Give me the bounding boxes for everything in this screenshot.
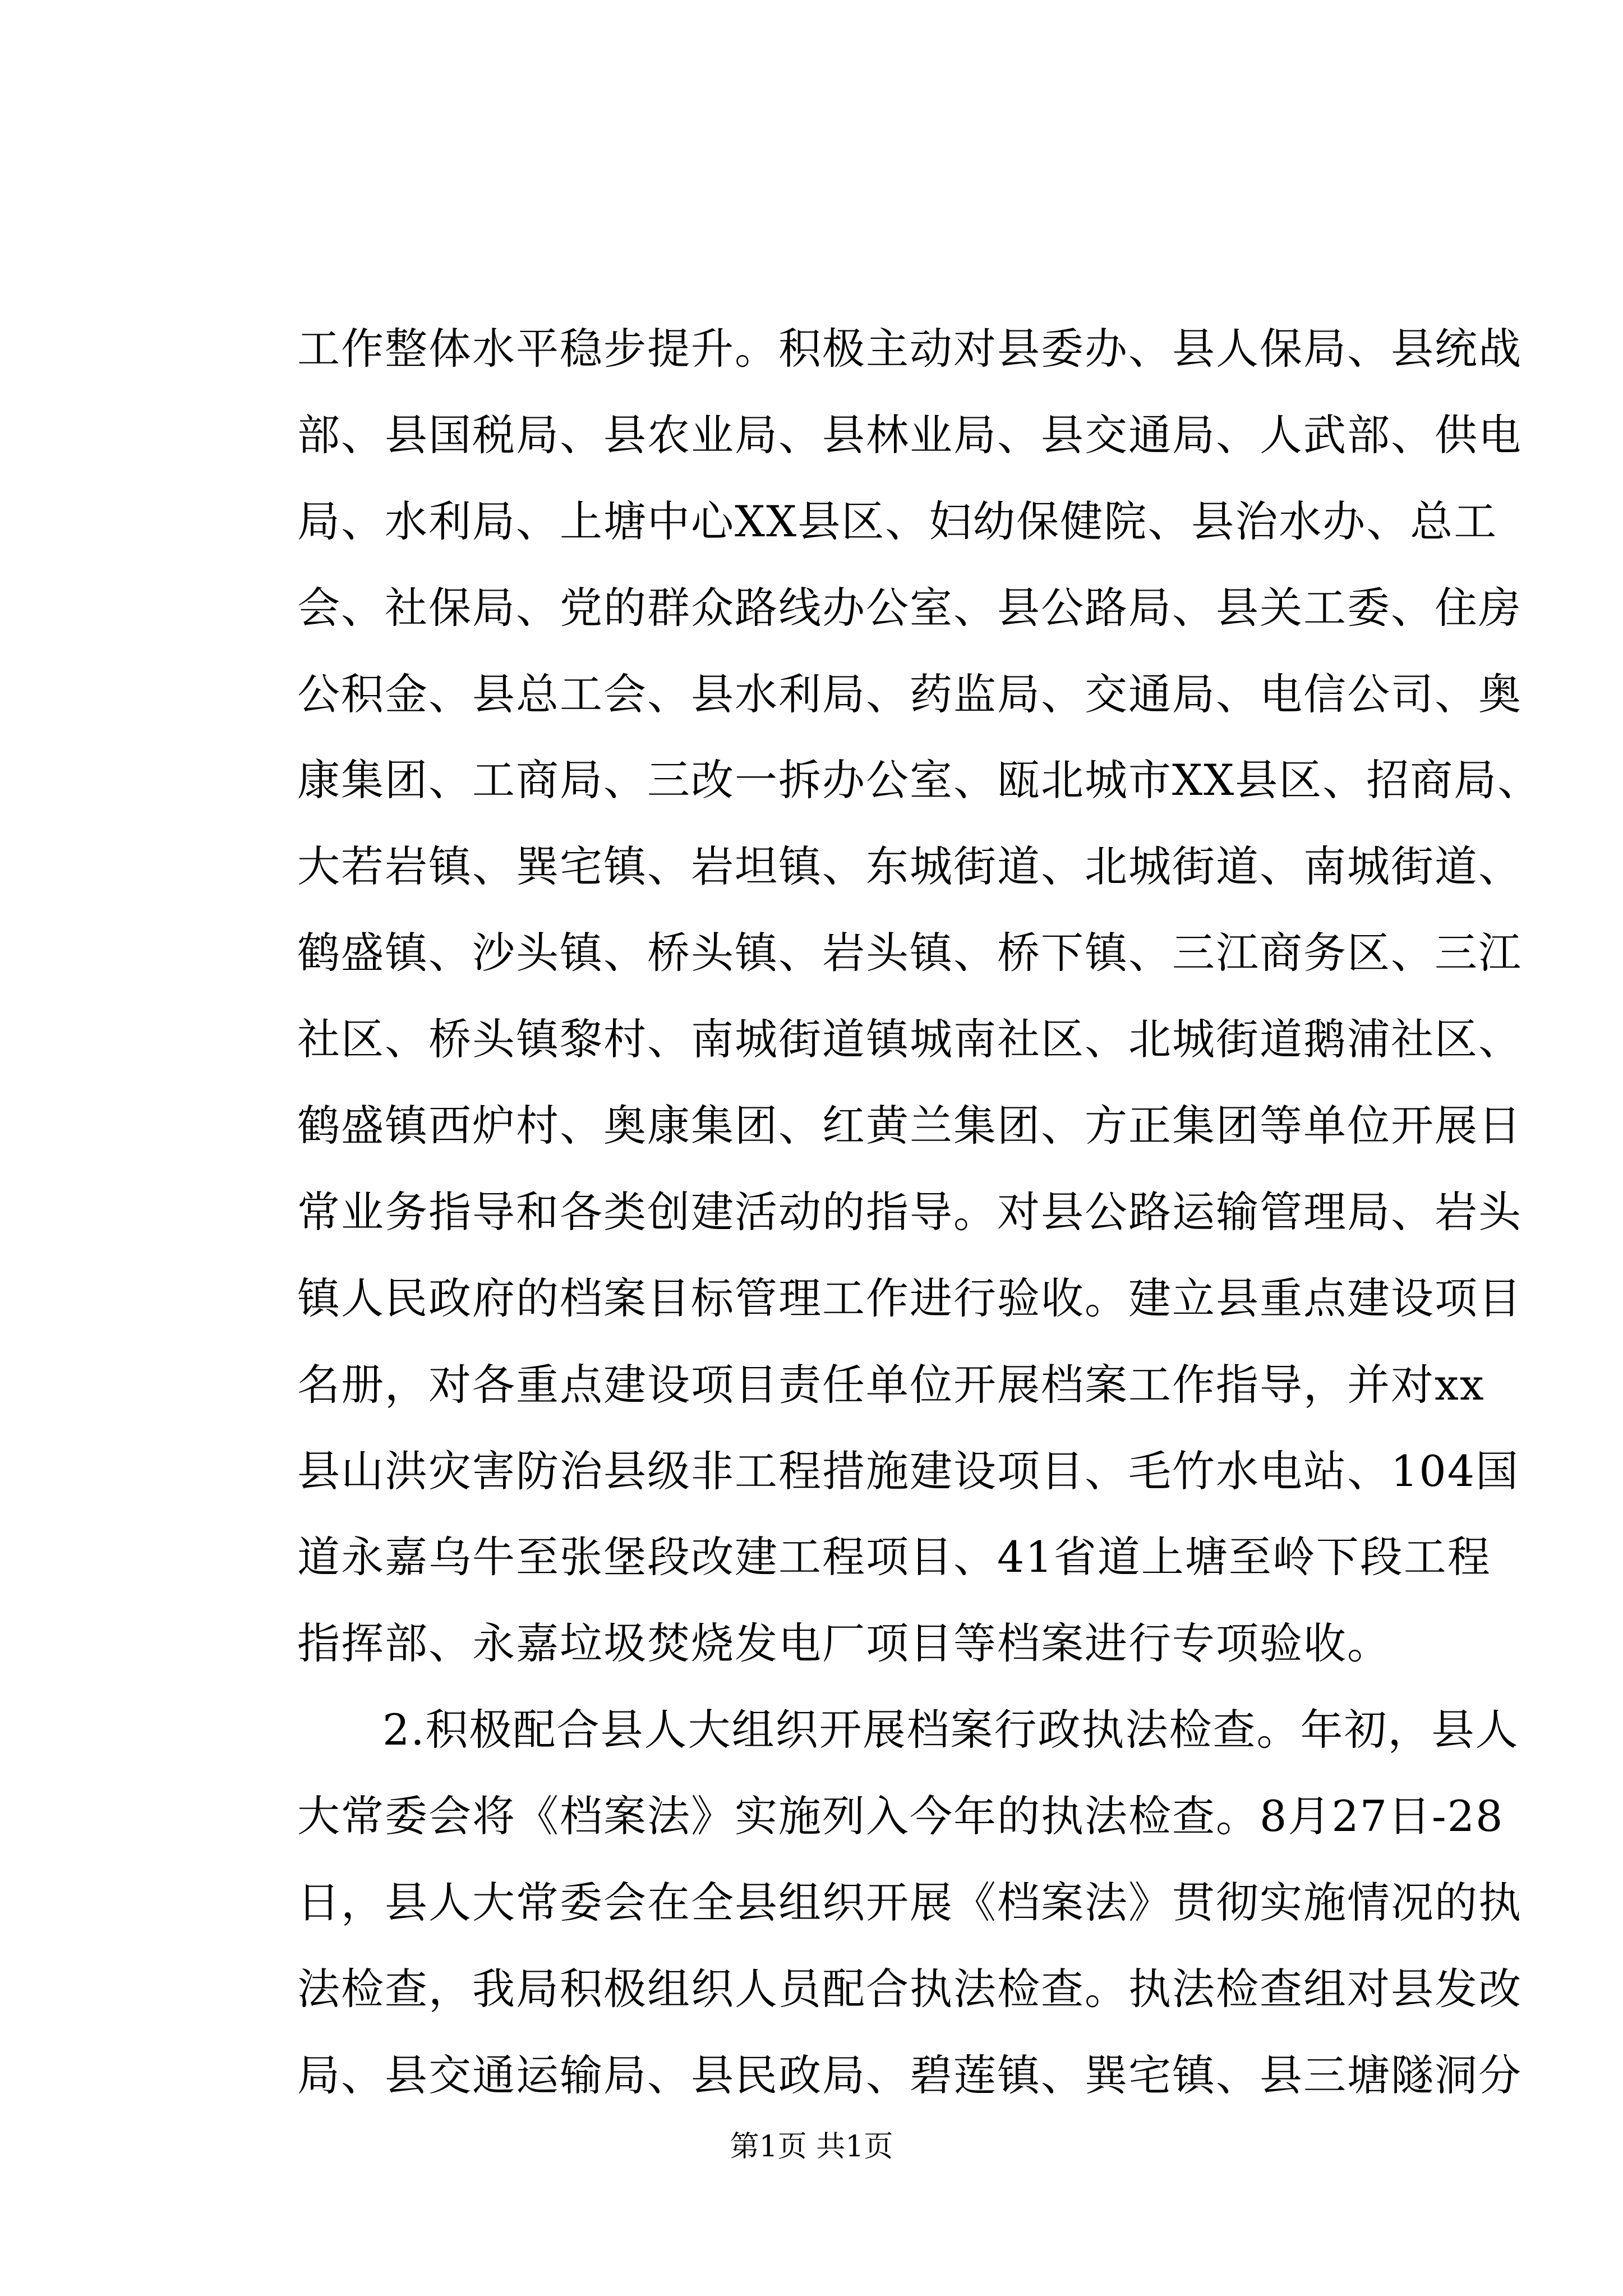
text-line: 镇人民政府的档案目标管理工作进行验收。建立县重点建设项目 bbox=[297, 1273, 1522, 1323]
text-line: 社区、桥头镇黎村、南城街道镇城南社区、北城街道鹅浦社区、 bbox=[297, 1014, 1522, 1065]
text-line: 康集团、工商局、三改一拆办公室、瓯北城市XX县区、招商局、 bbox=[297, 755, 1542, 806]
text-line: 部、县国税局、县农业局、县林业局、县交通局、人武部、供电 bbox=[297, 409, 1522, 460]
text-line: 法检查，我局积极组织人员配合执法检查。执法检查组对县发改 bbox=[297, 1963, 1522, 2014]
body-text bbox=[297, 306, 1542, 2119]
page-footer: 第1页 共1页 bbox=[730, 2130, 893, 2164]
text-line: 会、社保局、党的群众路线办公室、县公路局、县关工委、住房 bbox=[297, 582, 1522, 633]
text-line: 大若岩镇、巽宅镇、岩坦镇、东城街道、北城街道、南城街道、 bbox=[297, 841, 1522, 892]
text-line: 县山洪灾害防治县级非工程措施建设项目、毛竹水电站、104国 bbox=[297, 1446, 1520, 1496]
paragraph-start-line: 2.积极配合县人大组织开展档案行政执法检查。年初，县人 bbox=[382, 1705, 1519, 1755]
text-line: 工作整体水平稳步提升。积极主动对县委办、县人保局、县统战 bbox=[297, 324, 1522, 374]
text-line: 局、水利局、上塘中心XX县区、妇幼保健院、县治水办、总工 bbox=[297, 496, 1498, 546]
text-line: 局、县交通运输局、县民政局、碧莲镇、巽宅镇、县三塘隧洞分 bbox=[297, 2050, 1522, 2100]
text-line: 公积金、县总工会、县水利局、药监局、交通局、电信公司、奥 bbox=[297, 669, 1522, 719]
text-line: 指挥部、永嘉垃圾焚烧发电厂项目等档案进行专项验收。 bbox=[297, 1618, 1391, 1669]
text-line: 日，县人大常委会在全县组织开展《档案法》贯彻实施情况的执 bbox=[297, 1878, 1522, 1928]
text-line: 鹤盛镇、沙头镇、桥头镇、岩头镇、桥下镇、三江商务区、三江 bbox=[297, 928, 1522, 978]
text-line: 大常委会将《档案法》实施列入今年的执法检查。8月27日-28 bbox=[297, 1791, 1504, 1842]
text-line: 鹤盛镇西炉村、奥康集团、红黄兰集团、方正集团等单位开展日 bbox=[297, 1101, 1522, 1151]
text-line: 名册，对各重点建设项目责任单位开展档案工作指导，并对xx bbox=[297, 1359, 1485, 1410]
text-line: 常业务指导和各类创建活动的指导。对县公路运输管理局、岩头 bbox=[297, 1186, 1522, 1237]
text-line: 道永嘉乌牛至张堡段改建工程项目、41省道上塘至岭下段工程 bbox=[297, 1532, 1491, 1582]
